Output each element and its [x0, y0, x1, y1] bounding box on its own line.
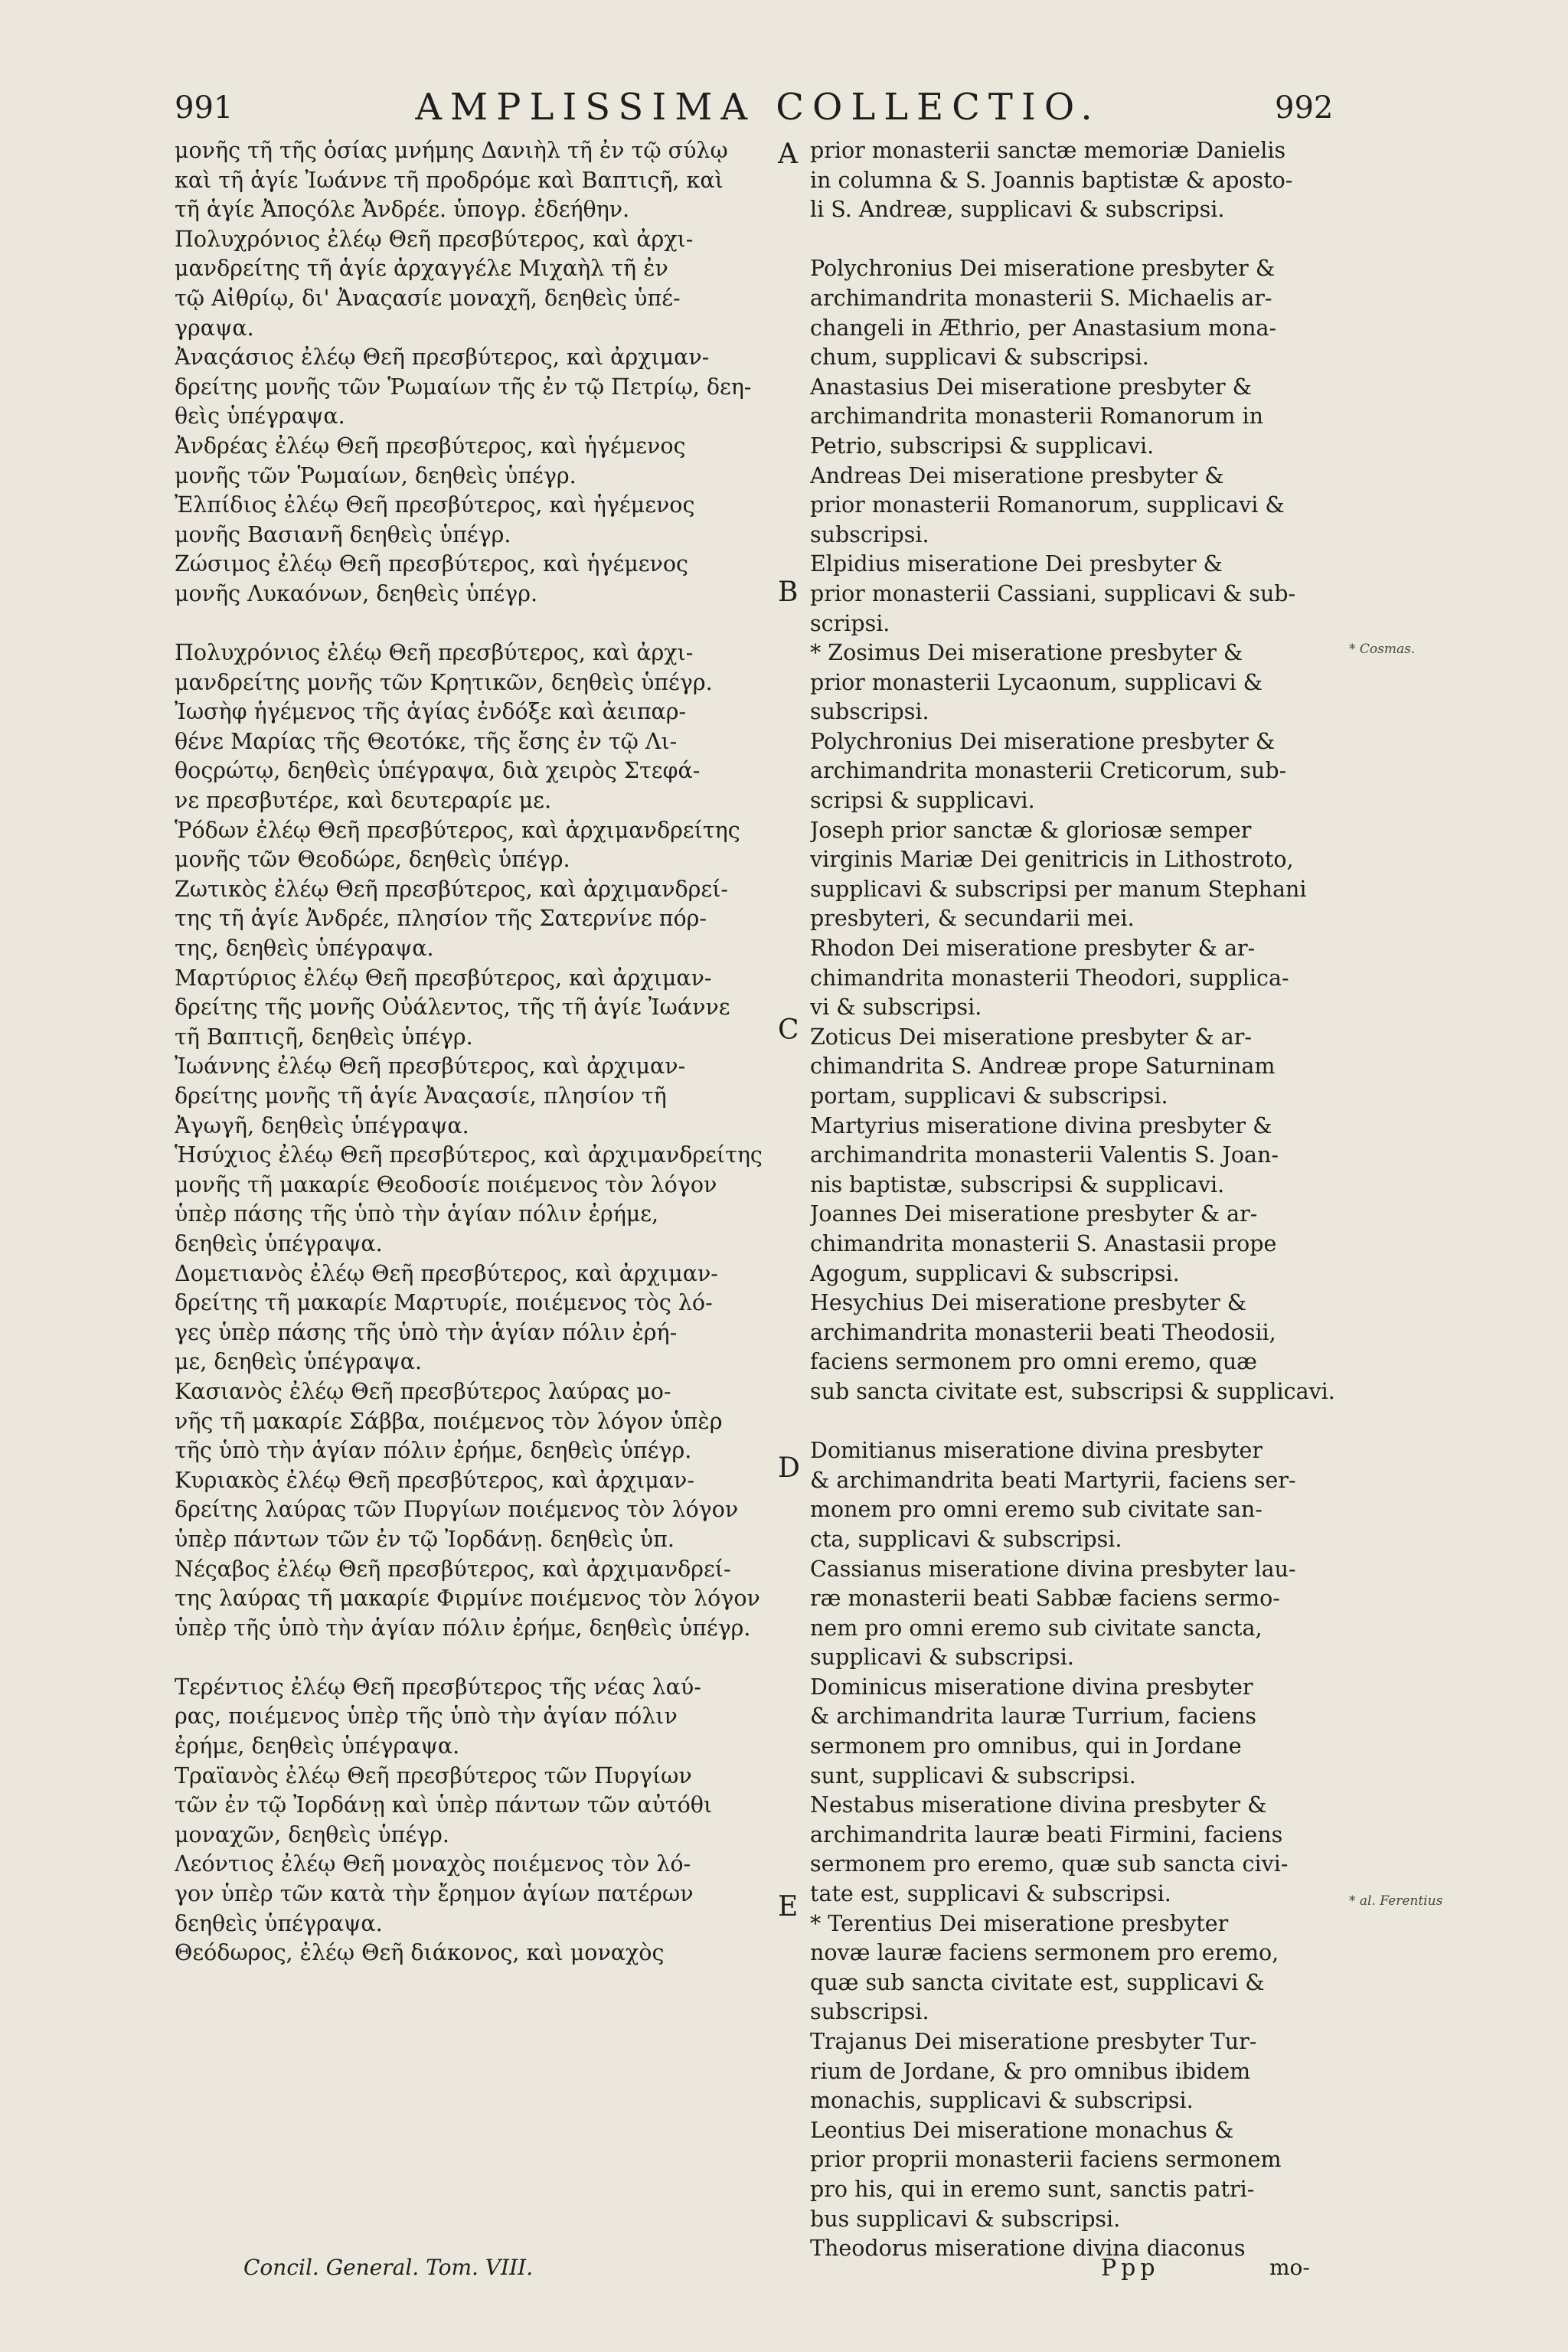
- section-marker-e: E: [778, 1891, 799, 1922]
- greek-text-line: καὶ τῆ ἁγίε Ἰωάννε τῆ προδρόμε καὶ Βαπτιςῆ, καὶ: [175, 167, 724, 193]
- latin-text-line: presbyteri, & secundarii mei.: [810, 906, 1135, 932]
- latin-text-line: prior monasterii Lycaonum, supplicavi &: [810, 669, 1263, 695]
- latin-text-line: monachis, supplicavi & subscripsi.: [810, 2088, 1194, 2114]
- greek-text-line: δεηθεὶς ὑπέγραψα.: [175, 1910, 383, 1936]
- greek-text-line: Ἀναςάσιος ἐλέῳ Θεῆ πρεσβύτερος, καὶ ἀρχιμαν-: [175, 345, 710, 371]
- greek-text-line: Ζώσιμος ἐλέῳ Θεῆ πρεσβύτερος, καὶ ἡγέμενος: [175, 551, 688, 577]
- greek-text-line: γραψα.: [175, 315, 254, 341]
- greek-text-line: [175, 609, 787, 639]
- greek-text-line: Κασιανὸς ἐλέῳ Θεῆ πρεσβύτερος λαύρας μο-: [175, 1378, 671, 1404]
- greek-text-line: Τερέντιος ἐλέῳ Θεῆ πρεσβύτερος τῆς νέας λαύ-: [175, 1674, 701, 1700]
- latin-text-line: prior monasterii Romanorum, supplicavi &: [810, 492, 1285, 518]
- latin-text-line: archimandrita monasterii Romanorum in: [810, 403, 1263, 430]
- page-number-right: 992: [1275, 90, 1334, 126]
- greek-text-line: Πολυχρόνιος ἐλέῳ Θεῆ πρεσβύτερος, καὶ ἀρχι-: [175, 640, 694, 666]
- latin-text-line: Anastasius Dei miseratione presbyter &: [810, 374, 1252, 400]
- latin-text-line: [810, 1407, 1346, 1437]
- greek-text-line: δεηθεὶς ὑπέγραψα.: [175, 1230, 383, 1256]
- latin-text-line: li S. Andreæ, supplicavi & subscripsi.: [810, 197, 1225, 223]
- latin-text-line: sub sancta civitate est, subscripsi & supplicavi.: [810, 1378, 1335, 1404]
- latin-text-line: archimandrita monasterii Valentis S. Joan-: [810, 1142, 1279, 1168]
- greek-text-line: νε πρεσβυτέρε, καὶ δευτεραρίε με.: [175, 788, 552, 814]
- greek-text-line: Λεόντιος ἐλέῳ Θεῆ μοναχὸς ποιέμενος τὸν λό-: [175, 1851, 691, 1877]
- greek-text-line: γες ὑπὲρ πάσης τῆς ὑπὸ τὴν ἁγίαν πόλιν ἐρή-: [175, 1319, 678, 1345]
- latin-text-line: prior monasterii sanctæ memoriæ Danielis: [810, 138, 1286, 163]
- greek-text-line: Ἰωάννης ἐλέῳ Θεῆ πρεσβύτερος, καὶ ἀρχιμαν-: [175, 1054, 686, 1080]
- latin-text-line: archimandrita lauræ beati Firmini, faciens: [810, 1821, 1283, 1847]
- latin-text-line: subscripsi.: [810, 1999, 929, 2025]
- latin-text-line: Theodorus miseratione divina diaconus: [810, 2236, 1246, 2262]
- latin-text-line: & archimandrita beati Martyrii, faciens ser-: [810, 1467, 1296, 1493]
- greek-text-line: δρείτης τῆ μακαρίε Μαρτυρίε, ποιέμενος τὸς λό-: [175, 1290, 713, 1316]
- margin-note-ferentius: * al. Ferentius: [1349, 1893, 1443, 1909]
- latin-text-line: vi & subscripsi.: [810, 995, 982, 1021]
- greek-text-line: τῆς ὑπὸ τὴν ἁγίαν πόλιν ἐρήμε, δεηθεὶς ὑπέγρ.: [175, 1438, 692, 1464]
- latin-text-line: Dominicus miseratione divina presbyter: [810, 1674, 1253, 1700]
- section-marker-a: A: [778, 139, 798, 170]
- greek-text-line: ἐρήμε, δεηθεὶς ὑπέγραψα.: [175, 1733, 460, 1759]
- running-title: AMPLISSIMA COLLECTIO.: [415, 86, 1101, 129]
- latin-text-line: changeli in Æthrio, per Anastasium mona-: [810, 315, 1277, 341]
- greek-text-line: τῶν ἐν τῷ Ἰορδάνῃ καὶ ὑπὲρ πάντων τῶν αὐτόθι: [175, 1792, 713, 1818]
- latin-text-line: Andreas Dei miseratione presbyter &: [810, 462, 1224, 488]
- section-marker-c: C: [778, 1014, 799, 1046]
- latin-text-line: subscripsi.: [810, 521, 929, 547]
- section-marker-d: D: [778, 1452, 800, 1484]
- greek-column: [175, 136, 787, 1968]
- greek-text-line: Ἀνδρέας ἐλέῳ Θεῆ πρεσβύτερος, καὶ ἡγέμενος: [175, 433, 686, 459]
- greek-text-line: Μαρτύριος ἐλέῳ Θεῆ πρεσβύτερος, καὶ ἀρχιμαν-: [175, 965, 712, 991]
- latin-text-line: Domitianus miseratione divina presbyter: [810, 1438, 1263, 1464]
- latin-text-line: scripsi & supplicavi.: [810, 788, 1035, 814]
- greek-text-line: της, δεηθεὶς ὑπέγραψα.: [175, 936, 434, 962]
- greek-text-line: Ζωτικὸς ἐλέῳ Θεῆ πρεσβύτερος, καὶ ἀρχιμανδρεί-: [175, 876, 729, 902]
- greek-text-line: Τραϊανὸς ἐλέῳ Θεῆ πρεσβύτερος τῶν Πυργίων: [175, 1762, 692, 1788]
- latin-text-line: Trajanus Dei miseratione presbyter Tur-: [810, 2029, 1257, 2054]
- latin-text-line: ræ monasterii beati Sabbæ faciens sermo-: [810, 1586, 1280, 1612]
- latin-text-line: Martyrius miseratione divina presbyter &: [810, 1112, 1272, 1138]
- greek-text-line: Ἀγωγῆ, δεηθεὶς ὑπέγραψα.: [175, 1112, 469, 1138]
- greek-text-line: Νέςαβος ἐλέῳ Θεῆ πρεσβύτερος, καὶ ἀρχιμανδρεί-: [175, 1556, 731, 1582]
- greek-text-line: τῆ ἁγίε Ἀποςόλε Ἀνδρέε. ὑπογρ. ἐδεήθην.: [175, 197, 630, 223]
- latin-text-line: rium de Jordane, & pro omnibus ibidem: [810, 2058, 1251, 2084]
- greek-text-line: Ἐλπίδιος ἐλέῳ Θεῆ πρεσβύτερος, καὶ ἡγέμενος: [175, 492, 695, 518]
- latin-text-line: * Zosimus Dei miseratione presbyter &: [810, 640, 1243, 666]
- greek-text-line: τῷ Αἰθρίῳ, δι' Ἀναςασίε μοναχῆ, δεηθεὶς ὑπέ-: [175, 285, 681, 311]
- latin-text-line: cta, supplicavi & subscripsi.: [810, 1526, 1122, 1552]
- margin-note-cosmas: * Cosmas.: [1349, 642, 1416, 657]
- greek-text-line: μονῆς τῶν Θεοδώρε, δεηθεὶς ὑπέγρ.: [175, 847, 570, 873]
- greek-text-line: Πολυχρόνιος ἐλέῳ Θεῆ πρεσβύτερος, καὶ ἀρχι-: [175, 226, 694, 252]
- latin-text-line: bus supplicavi & subscripsi.: [810, 2206, 1121, 2232]
- greek-text-line: δρείτης μονῆς τῆ ἁγίε Ἀναςασίε, πλησίον τῆ: [175, 1083, 667, 1109]
- latin-text-line: nis baptistæ, subscripsi & supplicavi.: [810, 1171, 1225, 1197]
- greek-text-line: δρείτης τῆς μονῆς Οὐάλεντος, τῆς τῆ ἁγίε Ἰωάννε: [175, 995, 730, 1021]
- latin-column: [810, 136, 1346, 2264]
- greek-text-line: ὑπὲρ πάντων τῶν ἐν τῷ Ἰορδάνῃ. δεηθεὶς ὑπ.: [175, 1526, 675, 1552]
- greek-text-line: Δομετιανὸς ἐλέῳ Θεῆ πρεσβύτερος, καὶ ἀρχιμαν-: [175, 1260, 718, 1286]
- latin-text-line: subscripsi.: [810, 699, 929, 725]
- greek-text-line: της λαύρας τῆ μακαρίε Φιρμίνε ποιέμενος τὸν λόγον: [175, 1586, 760, 1612]
- greek-text-line: γον ὑπὲρ τῶν κατὰ τὴν ἔρημον ἁγίων πατέρων: [175, 1881, 694, 1907]
- latin-text-line: tate est, supplicavi & subscripsi.: [810, 1881, 1171, 1907]
- latin-text-line: Zoticus Dei miseratione presbyter & ar-: [810, 1024, 1253, 1050]
- greek-text-line: ρας, ποιέμενος ὑπὲρ τῆς ὑπὸ τὴν ἁγίαν πόλιν: [175, 1704, 678, 1730]
- greek-text-line: δρείτης λαύρας τῶν Πυργίων ποιέμενος τὸν λόγον: [175, 1497, 739, 1523]
- latin-text-line: chimandrita monasterii S. Anastasii prope: [810, 1230, 1277, 1256]
- greek-text-line: Κυριακὸς ἐλέῳ Θεῆ πρεσβύτερος, καὶ ἀρχιμαν-: [175, 1467, 694, 1493]
- greek-text-line: μονῆς Βασιανῆ δεηθεὶς ὑπέγρ.: [175, 521, 511, 547]
- latin-text-line: prior monasterii Cassiani, supplicavi & sub-: [810, 580, 1296, 606]
- latin-text-line: * Terentius Dei miseratione presbyter: [810, 1910, 1229, 1936]
- greek-text-line: μανδρείτης τῆ ἁγίε ἀρχαγγέλε Μιχαὴλ τῆ ἐν: [175, 256, 668, 282]
- greek-text-line: μονῆς Λυκαόνων, δεηθεὶς ὑπέγρ.: [175, 580, 538, 606]
- latin-text-line: sermonem pro eremo, quæ sub sancta civi-: [810, 1851, 1289, 1877]
- latin-text-line: scripsi.: [810, 610, 890, 636]
- latin-text-line: supplicavi & subscripsi per manum Stephani: [810, 876, 1307, 902]
- latin-text-line: [810, 225, 1346, 255]
- latin-text-line: pro his, qui in eremo sunt, sanctis patri-: [810, 2176, 1255, 2202]
- greek-text-line: ὑπὲρ τῆς ὑπὸ τὴν ἁγίαν πόλιν ἐρήμε, δεηθεὶς ὑπέγρ.: [175, 1615, 751, 1641]
- latin-text-line: Agogum, supplicavi & subscripsi.: [810, 1260, 1180, 1286]
- greek-text-line: θεὶς ὑπέγραψα.: [175, 403, 345, 430]
- latin-text-line: virginis Mariæ Dei genitricis in Lithostroto,: [810, 847, 1294, 873]
- latin-text-line: chimandrita S. Andreæ prope Saturninam: [810, 1054, 1276, 1080]
- footer-volume-title: Concil. General. Tom. VIII.: [243, 2255, 534, 2280]
- greek-text-line: θοςρώτῳ, δεηθεὶς ὑπέγραψα, διὰ χειρὸς Στεφά-: [175, 758, 701, 784]
- greek-text-line: νῆς τῆ μακαρίε Σάββα, ποιέμενος τὸν λόγον ὑπὲρ: [175, 1408, 723, 1434]
- catchword: mo-: [1269, 2255, 1310, 2280]
- greek-text-line: μονῆς τῶν Ῥωμαίων, δεηθεὶς ὑπέγρ.: [175, 462, 577, 488]
- latin-text-line: in columna & S. Joannis baptistæ & aposto-: [810, 167, 1293, 193]
- latin-text-line: archimandrita monasterii Creticorum, sub-: [810, 758, 1287, 784]
- latin-text-line: Rhodon Dei miseratione presbyter & ar-: [810, 936, 1256, 962]
- latin-text-line: sermonem pro omnibus, qui in Jordane: [810, 1733, 1242, 1759]
- latin-text-line: monem pro omni eremo sub civitate san-: [810, 1497, 1263, 1523]
- latin-text-line: Leontius Dei miseratione monachus &: [810, 2117, 1234, 2143]
- greek-text-line: της τῆ ἁγίε Ἀνδρέε, πλησίον τῆς Σατερνίνε πόρ-: [175, 906, 707, 932]
- greek-text-line: ὑπὲρ πάσης τῆς ὑπὸ τὴν ἁγίαν πόλιν ἐρήμε,: [175, 1201, 659, 1227]
- section-marker-b: B: [778, 577, 799, 608]
- latin-text-line: chimandrita monasterii Theodori, supplica-: [810, 965, 1289, 991]
- latin-text-line: Nestabus miseratione divina presbyter &: [810, 1792, 1267, 1818]
- greek-text-line: θένε Μαρίας τῆς Θεοτόκε, τῆς ἔσης ἐν τῷ Λι-: [175, 728, 678, 754]
- latin-text-line: chum, supplicavi & subscripsi.: [810, 345, 1149, 371]
- latin-text-line: Polychronius Dei miseratione presbyter &: [810, 728, 1276, 754]
- greek-text-line: μανδρείτης μονῆς τῶν Κρητικῶν, δεηθεὶς ὑπέγρ.: [175, 669, 713, 695]
- latin-text-line: archimandrita monasterii S. Michaelis ar-: [810, 285, 1272, 311]
- greek-text-line: Θεόδωρος, ἐλέῳ Θεῆ διάκονος, καὶ μοναχὸς: [175, 1940, 665, 1966]
- latin-text-line: quæ sub sancta civitate est, supplicavi &: [810, 1969, 1265, 1995]
- latin-text-line: nem pro omni eremo sub civitate sancta,: [810, 1615, 1263, 1641]
- latin-text-line: novæ lauræ faciens sermonem pro eremo,: [810, 1940, 1279, 1966]
- latin-text-line: Petrio, subscripsi & supplicavi.: [810, 433, 1155, 459]
- latin-text-line: Joannes Dei miseratione presbyter & ar-: [810, 1201, 1258, 1227]
- page-footer: [175, 2255, 1346, 2289]
- greek-text-line: μοναχῶν, δεηθεὶς ὑπέγρ.: [175, 1821, 449, 1847]
- signature-mark: Ppp: [1101, 2255, 1160, 2282]
- greek-text-line: μονῆς τῆ μακαρίε Θεοδοσίε ποιέμενος τὸν λόγον: [175, 1171, 717, 1197]
- latin-text-line: supplicavi & subscripsi.: [810, 1645, 1074, 1671]
- latin-text-line: Joseph prior sanctæ & gloriosæ semper: [810, 817, 1252, 843]
- greek-text-line: τῆ Βαπτιςῆ, δεηθεὶς ὑπέγρ.: [175, 1024, 473, 1050]
- greek-text-line: Ἰωσὴφ ἡγέμενος τῆς ἁγίας ἐνδόξε καὶ ἀειπαρ-: [175, 699, 687, 725]
- latin-text-line: Hesychius Dei miseratione presbyter &: [810, 1290, 1247, 1316]
- greek-text-line: με, δεηθεὶς ὑπέγραψα.: [175, 1349, 423, 1375]
- latin-text-line: Cassianus miseratione divina presbyter lau-: [810, 1556, 1296, 1582]
- latin-text-line: Polychronius Dei miseratione presbyter &: [810, 256, 1276, 282]
- page-number-left: 991: [175, 90, 234, 126]
- latin-text-line: Elpidius miseratione Dei presbyter &: [810, 551, 1223, 577]
- latin-text-line: & archimandrita lauræ Turrium, faciens: [810, 1704, 1256, 1730]
- greek-text-line: Ῥόδων ἐλέῳ Θεῆ πρεσβύτερος, καὶ ἀρχιμανδρείτης: [175, 817, 740, 843]
- latin-text-line: sunt, supplicavi & subscripsi.: [810, 1762, 1136, 1788]
- latin-text-line: faciens sermonem pro omni eremo, quæ: [810, 1349, 1257, 1375]
- latin-text-line: portam, supplicavi & subscripsi.: [810, 1083, 1168, 1109]
- latin-text-line: prior proprii monasterii faciens sermonem: [810, 2147, 1282, 2173]
- greek-text-line: Ἡσύχιος ἐλέῳ Θεῆ πρεσβύτερος, καὶ ἀρχιμανδρείτης: [175, 1142, 763, 1168]
- greek-text-line: μονῆς τῆ τῆς ὁσίας μνήμης Δανιὴλ τῆ ἐν τῷ σύλῳ: [175, 138, 728, 163]
- latin-text-line: archimandrita monasterii beati Theodosii,: [810, 1319, 1276, 1345]
- greek-text-line: δρείτης μονῆς τῶν Ῥωμαίων τῆς ἐν τῷ Πετρίῳ, δεη-: [175, 374, 752, 400]
- greek-text-line: [175, 1643, 787, 1673]
